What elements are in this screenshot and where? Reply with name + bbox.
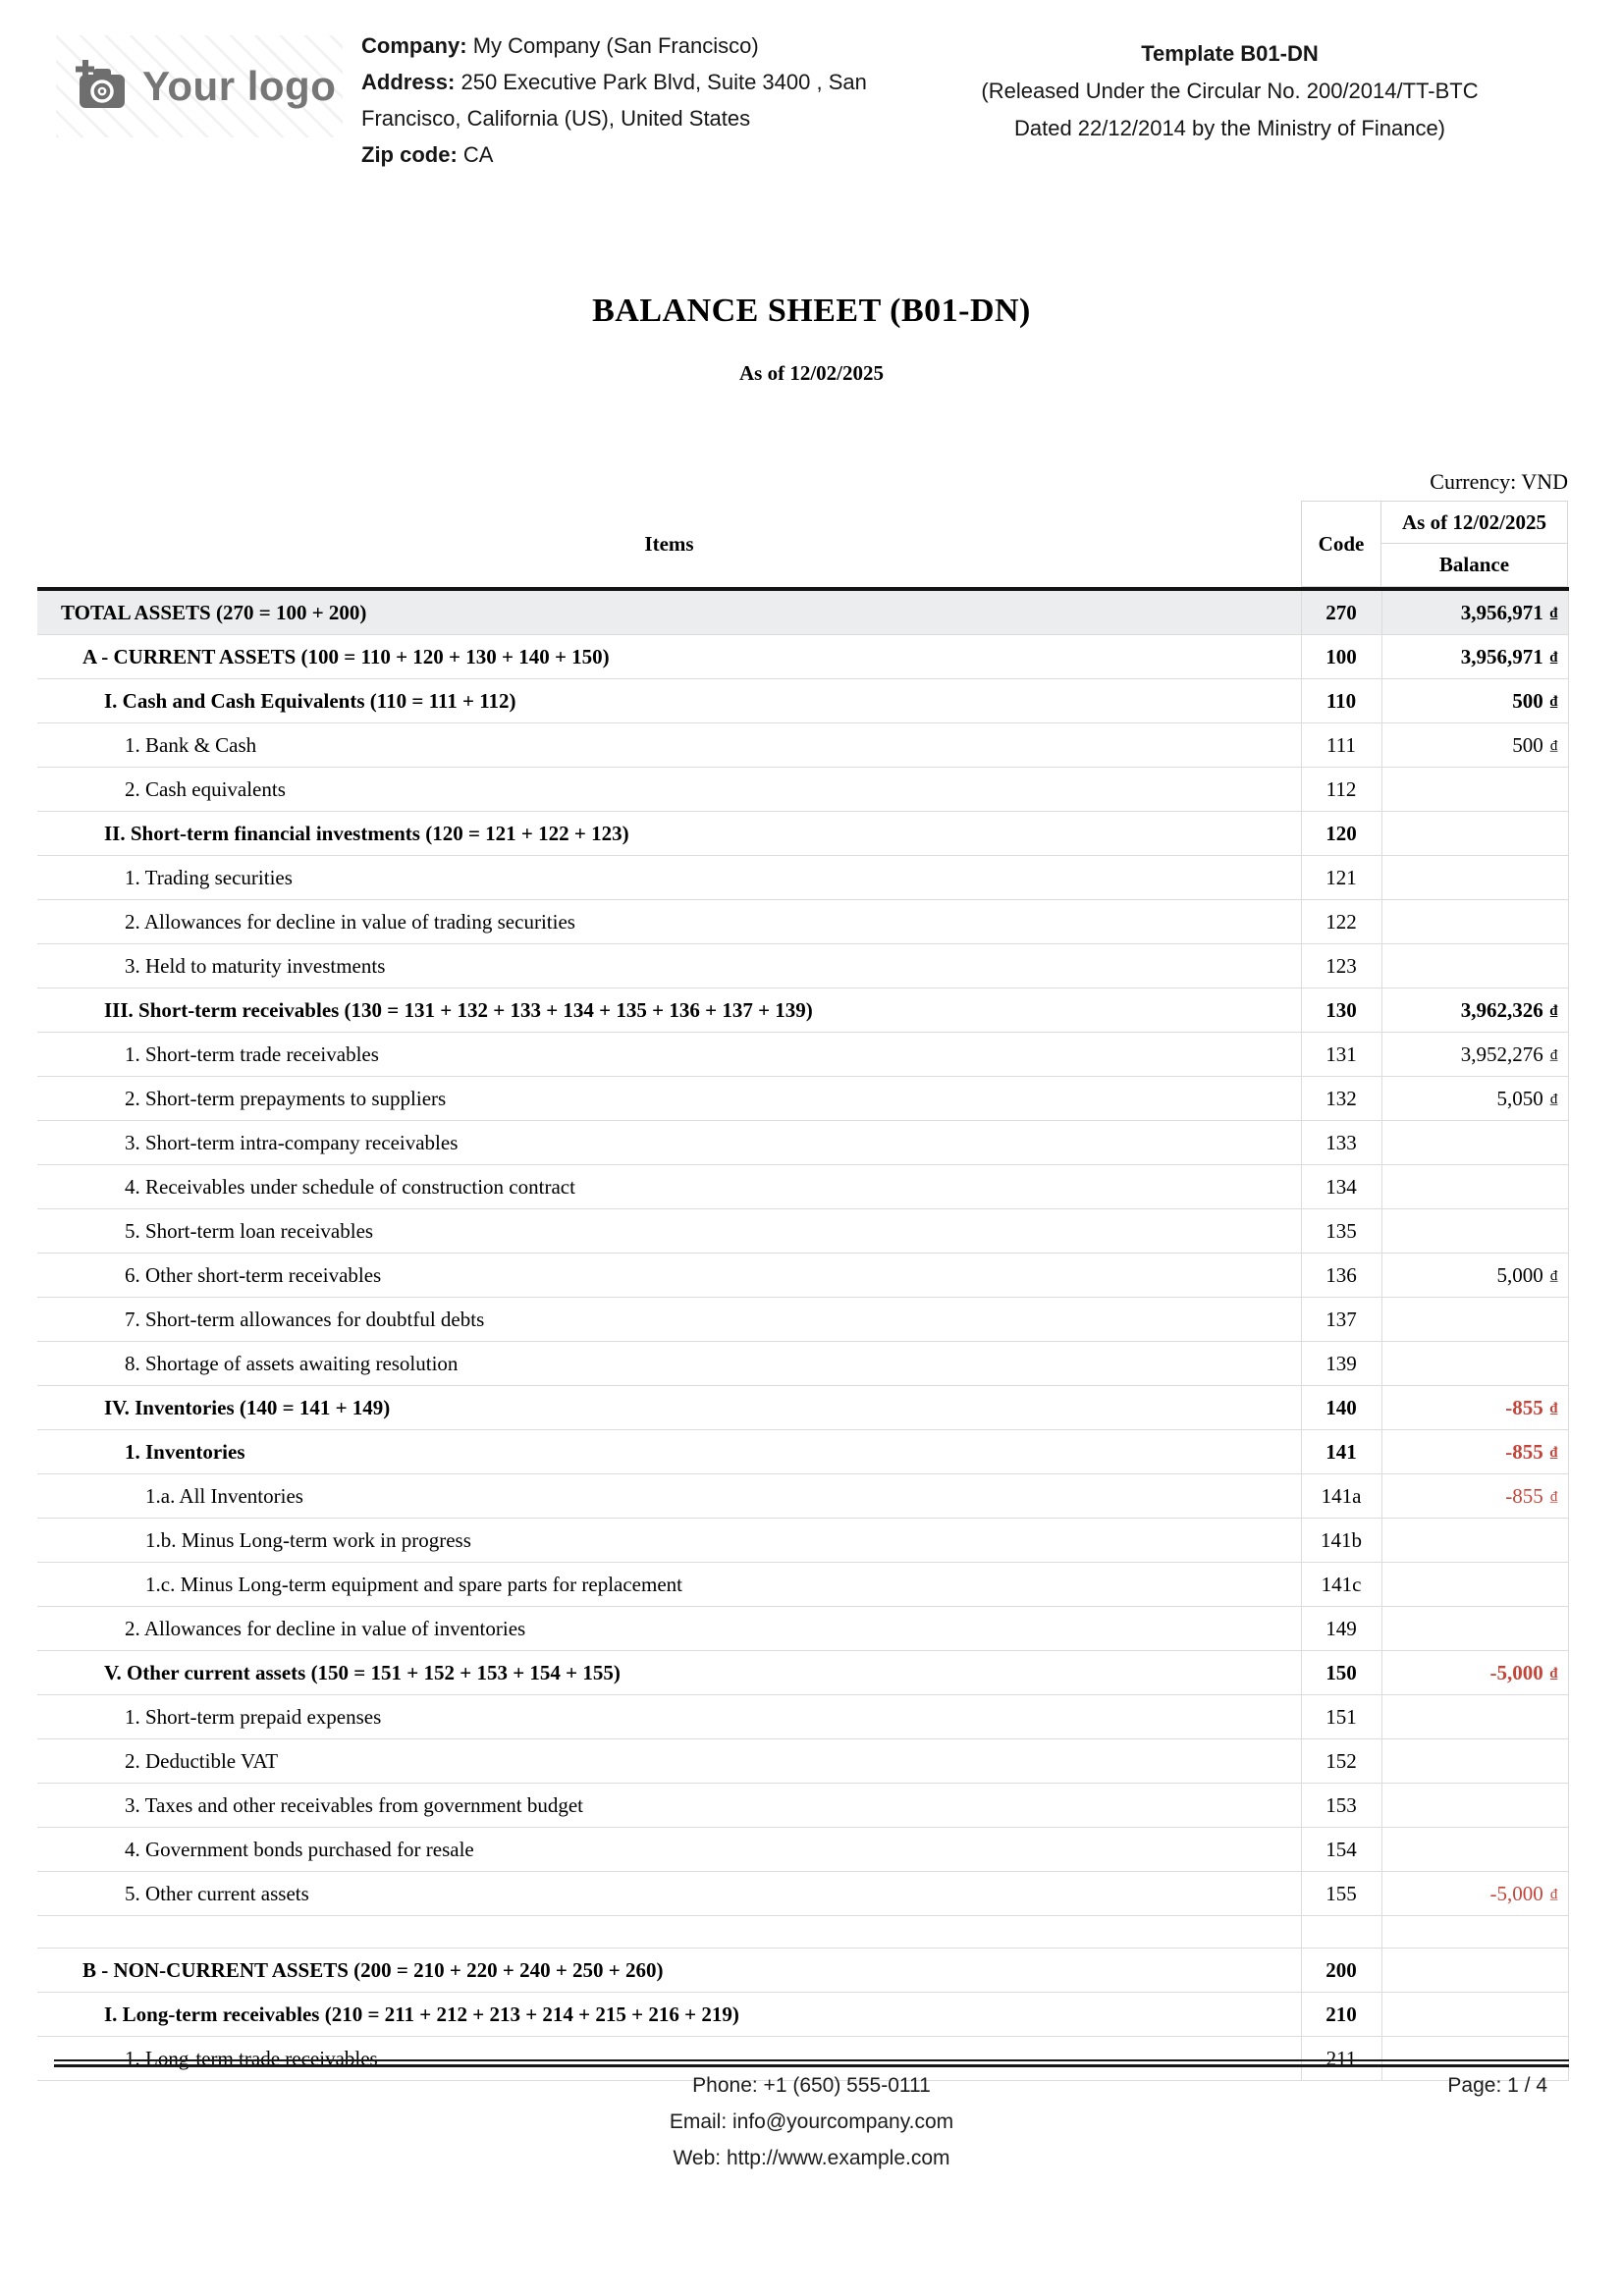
- row-code: 210: [1301, 1993, 1381, 2037]
- row-balance: [1381, 944, 1568, 988]
- row-code: 140: [1301, 1386, 1381, 1430]
- table-row: [37, 1607, 1568, 1651]
- balance-value: -855: [1505, 1395, 1543, 1419]
- row-label: 2. Allowances for decline in value of inventories: [37, 1607, 1301, 1651]
- row-label: 8. Shortage of assets awaiting resolution: [37, 1342, 1301, 1386]
- balance-value: -5,000: [1489, 1881, 1543, 1905]
- row-code: 133: [1301, 1121, 1381, 1165]
- table-row: [37, 1254, 1568, 1298]
- row-label: 4. Government bonds purchased for resale: [37, 1828, 1301, 1872]
- dong-currency-icon: ₫: [1549, 1886, 1558, 1902]
- row-label: B - NON-CURRENT ASSETS (200 = 210 + 220 + 240 + 250 + 260): [37, 1949, 1301, 1993]
- balance-value: 500: [1512, 732, 1543, 757]
- balance-value: 3,956,971: [1460, 600, 1543, 624]
- dong-currency-icon: ₫: [1549, 649, 1558, 666]
- row-code: 155: [1301, 1872, 1381, 1916]
- row-balance: [1381, 1695, 1568, 1739]
- row-balance: [1381, 1077, 1568, 1121]
- row-balance: [1381, 1254, 1568, 1298]
- row-code: 100: [1301, 635, 1381, 679]
- dong-currency-icon: ₫: [1549, 605, 1558, 621]
- row-label: 1.b. Minus Long-term work in progress: [37, 1519, 1301, 1563]
- row-balance: [1381, 1828, 1568, 1872]
- row-code: 137: [1301, 1298, 1381, 1342]
- row-label: I. Long-term receivables (210 = 211 + 212 + 213 + 214 + 215 + 216 + 219): [37, 1993, 1301, 2037]
- currency-note: Currency: VND: [1430, 469, 1568, 494]
- row-label: IV. Inventories (140 = 141 + 149): [37, 1386, 1301, 1430]
- row-code: 211: [1301, 2037, 1381, 2081]
- row-code: 121: [1301, 856, 1381, 900]
- row-label: 1. Short-term prepaid expenses: [37, 1695, 1301, 1739]
- balance-value: -5,000: [1489, 1660, 1543, 1684]
- row-label: II. Short-term financial investments (120 = 121 + 122 + 123): [37, 812, 1301, 856]
- balance-value: 3,952,276: [1460, 1041, 1543, 1066]
- row-label: 1. Bank & Cash: [37, 723, 1301, 768]
- row-balance: [1381, 635, 1568, 679]
- table-row: [37, 1784, 1568, 1828]
- row-code: 120: [1301, 812, 1381, 856]
- balance-value: 3,962,326: [1460, 997, 1543, 1022]
- address-label: Address:: [361, 70, 456, 94]
- row-code: 130: [1301, 988, 1381, 1033]
- spacer-row: [37, 1916, 1568, 1949]
- row-label: 3. Short-term intra-company receivables: [37, 1121, 1301, 1165]
- row-label: 2. Allowances for decline in value of trading securities: [37, 900, 1301, 944]
- page-title: BALANCE SHEET (B01-DN): [592, 293, 1031, 329]
- table-row: [37, 1739, 1568, 1784]
- table-row: [37, 944, 1568, 988]
- row-balance: [1381, 1298, 1568, 1342]
- row-code: 110: [1301, 679, 1381, 723]
- table-row: [37, 856, 1568, 900]
- row-balance: [1381, 679, 1568, 723]
- row-balance: [1381, 1949, 1568, 1993]
- page-subtitle: As of 12/02/2025: [739, 361, 884, 385]
- row-balance: [1381, 1651, 1568, 1695]
- balance-header: Balance: [1381, 544, 1568, 587]
- table-row: [37, 1033, 1568, 1077]
- row-label: TOTAL ASSETS (270 = 100 + 200): [37, 589, 1301, 635]
- row-label: A - CURRENT ASSETS (100 = 110 + 120 + 130 + 140 + 150): [37, 635, 1301, 679]
- row-code: 141c: [1301, 1563, 1381, 1607]
- row-code: 154: [1301, 1828, 1381, 1872]
- dong-currency-icon: ₫: [1549, 1444, 1558, 1461]
- row-balance: [1381, 856, 1568, 900]
- table-row: [37, 1563, 1568, 1607]
- row-label: 7. Short-term allowances for doubtful debts: [37, 1298, 1301, 1342]
- template-info: [923, 35, 1537, 147]
- row-code: 134: [1301, 1165, 1381, 1209]
- row-label: 2. Deductible VAT: [37, 1739, 1301, 1784]
- table-row: [37, 1121, 1568, 1165]
- code-column-header: Code: [1301, 501, 1381, 587]
- row-balance: [1381, 1033, 1568, 1077]
- table-row: [37, 1872, 1568, 1916]
- row-code: 151: [1301, 1695, 1381, 1739]
- as-of-date-header: As of 12/02/2025: [1381, 501, 1568, 544]
- row-label: 1.c. Minus Long-term equipment and spare parts for replacement: [37, 1563, 1301, 1607]
- dong-currency-icon: ₫: [1549, 1046, 1558, 1063]
- footer-email: Email: info@yourcompany.com: [669, 2110, 954, 2133]
- footer-phone: Phone: +1 (650) 555-0111: [692, 2074, 931, 2097]
- table-row: [37, 1474, 1568, 1519]
- table-row: [37, 812, 1568, 856]
- row-code: 153: [1301, 1784, 1381, 1828]
- company-info: [361, 27, 933, 173]
- table-row: [37, 1209, 1568, 1254]
- row-balance: [1381, 988, 1568, 1033]
- row-balance: [1381, 1430, 1568, 1474]
- row-balance: [1381, 723, 1568, 768]
- company-value: My Company (San Francisco): [472, 33, 759, 58]
- footer-web: Web: http://www.example.com: [673, 2147, 950, 2169]
- table-row: [37, 1077, 1568, 1121]
- items-column-header: Items: [644, 531, 694, 556]
- row-label: V. Other current assets (150 = 151 + 152 + 153 + 154 + 155): [37, 1651, 1301, 1695]
- row-code: 141a: [1301, 1474, 1381, 1519]
- row-code: 149: [1301, 1607, 1381, 1651]
- table-row: [37, 1828, 1568, 1872]
- table-row: [37, 900, 1568, 944]
- table-row: [37, 988, 1568, 1033]
- row-balance: [1381, 1563, 1568, 1607]
- page-indicator: Page: 1 / 4: [1447, 2074, 1547, 2097]
- dong-currency-icon: ₫: [1549, 1267, 1558, 1284]
- table-row: [37, 1519, 1568, 1563]
- table-row: [37, 1165, 1568, 1209]
- row-label: I. Cash and Cash Equivalents (110 = 111 + 112): [37, 679, 1301, 723]
- dong-currency-icon: ₫: [1549, 1002, 1558, 1019]
- company-label: Company:: [361, 33, 467, 58]
- table-row: [37, 589, 1568, 635]
- row-balance: [1381, 900, 1568, 944]
- row-code: 111: [1301, 723, 1381, 768]
- balance-value: 500: [1512, 688, 1543, 713]
- row-balance: [1381, 1784, 1568, 1828]
- table-row: [37, 1949, 1568, 1993]
- row-balance: [1381, 1121, 1568, 1165]
- company-logo: [56, 35, 343, 137]
- camera-icon: [72, 59, 129, 115]
- row-label: III. Short-term receivables (130 = 131 + 132 + 133 + 134 + 135 + 136 + 137 + 139): [37, 988, 1301, 1033]
- template-dated-line: Dated 22/12/2014 by the Ministry of Finance): [1013, 116, 1446, 140]
- row-label: 3. Held to maturity investments: [37, 944, 1301, 988]
- row-code: 131: [1301, 1033, 1381, 1077]
- balance-value: 3,956,971: [1460, 644, 1543, 668]
- row-label: 1.a. All Inventories: [37, 1474, 1301, 1519]
- row-label: 1. Long-term trade receivables: [37, 2037, 1301, 2081]
- row-label: 1. Inventories: [37, 1430, 1301, 1474]
- dong-currency-icon: ₫: [1549, 737, 1558, 754]
- row-code: 152: [1301, 1739, 1381, 1784]
- row-label: 6. Other short-term receivables: [37, 1254, 1301, 1298]
- row-code: 135: [1301, 1209, 1381, 1254]
- dong-currency-icon: ₫: [1549, 1400, 1558, 1416]
- template-circular-line: (Released Under the Circular No. 200/2014/TT-BTC: [981, 79, 1479, 103]
- row-balance: [1381, 589, 1568, 635]
- balance-value: -855: [1505, 1483, 1543, 1508]
- row-label: 4. Receivables under schedule of construction contract: [37, 1165, 1301, 1209]
- row-balance: [1381, 1342, 1568, 1386]
- zipcode-value: CA: [462, 142, 494, 167]
- logo-text: Your logo: [142, 63, 337, 109]
- dong-currency-icon: ₫: [1549, 1488, 1558, 1505]
- table-row: [37, 679, 1568, 723]
- row-code: 141: [1301, 1430, 1381, 1474]
- balance-table-body: [37, 589, 1568, 2081]
- row-code: 200: [1301, 1949, 1381, 1993]
- row-balance: [1381, 1872, 1568, 1916]
- row-balance: [1381, 1474, 1568, 1519]
- address-value: 250 Executive Park Blvd, Suite 3400 , San Francisco, California (US), United States: [361, 70, 867, 131]
- table-row: [37, 1386, 1568, 1430]
- row-label: 2. Cash equivalents: [37, 768, 1301, 812]
- row-label: 3. Taxes and other receivables from government budget: [37, 1784, 1301, 1828]
- row-code: 122: [1301, 900, 1381, 944]
- row-code: 112: [1301, 768, 1381, 812]
- row-balance: [1381, 1739, 1568, 1784]
- row-code: 150: [1301, 1651, 1381, 1695]
- table-row: [37, 1695, 1568, 1739]
- row-balance: [1381, 812, 1568, 856]
- table-row: [37, 1651, 1568, 1695]
- balance-value: -855: [1505, 1439, 1543, 1464]
- row-code: 141b: [1301, 1519, 1381, 1563]
- balance-column-header-group: [1381, 501, 1568, 587]
- row-label: 5. Short-term loan receivables: [37, 1209, 1301, 1254]
- balance-value: 5,000: [1496, 1262, 1543, 1287]
- row-balance: [1381, 768, 1568, 812]
- balance-value: 5,050: [1496, 1086, 1543, 1110]
- row-code: 139: [1301, 1342, 1381, 1386]
- table-row: [37, 635, 1568, 679]
- row-balance: [1381, 1607, 1568, 1651]
- row-code: 123: [1301, 944, 1381, 988]
- row-balance: [1381, 1993, 1568, 2037]
- zipcode-label: Zip code:: [361, 142, 458, 167]
- row-code: 270: [1301, 589, 1381, 635]
- row-label: 5. Other current assets: [37, 1872, 1301, 1916]
- row-label: 1. Short-term trade receivables: [37, 1033, 1301, 1077]
- table-row: [37, 768, 1568, 812]
- row-code: 136: [1301, 1254, 1381, 1298]
- table-row: [37, 1993, 1568, 2037]
- row-balance: [1381, 1209, 1568, 1254]
- dong-currency-icon: ₫: [1549, 1665, 1558, 1682]
- row-balance: [1381, 1519, 1568, 1563]
- row-balance: [1381, 1386, 1568, 1430]
- footer-separator: [54, 2059, 1569, 2067]
- row-code: 132: [1301, 1077, 1381, 1121]
- row-balance: [1381, 1165, 1568, 1209]
- dong-currency-icon: ₫: [1549, 693, 1558, 710]
- balance-table: [37, 501, 1568, 2081]
- table-header: [37, 501, 1568, 587]
- row-label: 2. Short-term prepayments to suppliers: [37, 1077, 1301, 1121]
- template-title: Template B01-DN: [1141, 41, 1319, 66]
- table-row: [37, 1430, 1568, 1474]
- dong-currency-icon: ₫: [1549, 1091, 1558, 1107]
- table-row: [37, 723, 1568, 768]
- table-row: [37, 1342, 1568, 1386]
- row-label: 1. Trading securities: [37, 856, 1301, 900]
- table-row: [37, 1298, 1568, 1342]
